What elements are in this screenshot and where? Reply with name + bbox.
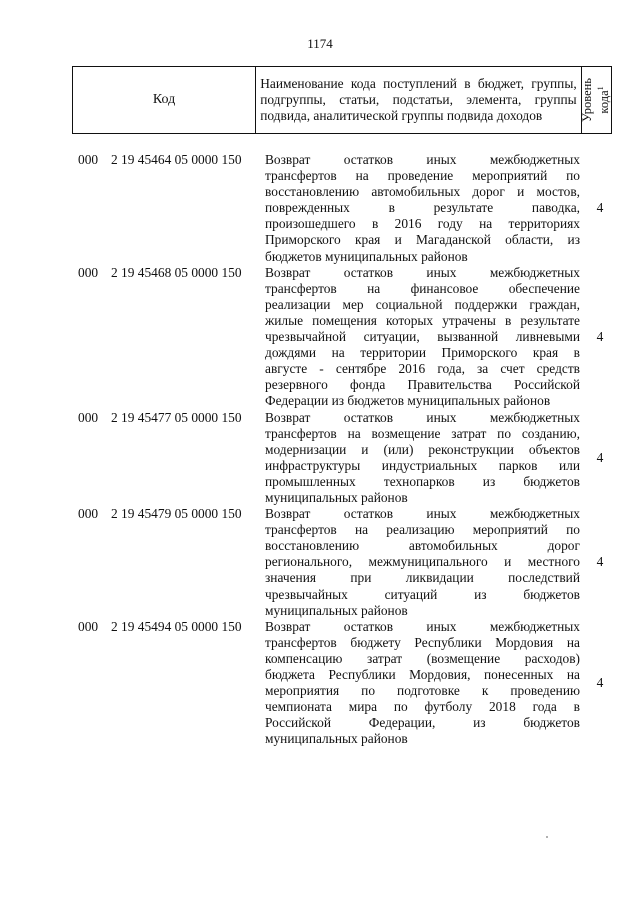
header-level-cell [581, 67, 611, 134]
revenue-name-line: Возврат остатков иных межбюджетных [265, 152, 580, 167]
revenue-name-line: жилые помещения которых утрачены в результате [265, 312, 580, 328]
revenue-name-line: трансфертов на реализацию мероприятий по [265, 522, 580, 538]
admin-code: 000 [78, 264, 99, 280]
revenue-name-line: регионального, межмуниципального и местного [265, 554, 580, 570]
admin-code: 000 [78, 152, 99, 167]
revenue-name-line: трансфертов бюджету Республики Мордовия на [265, 634, 580, 650]
code-level: 4 [596, 200, 604, 216]
revenue-name-line: значения при ликвидации последствий [265, 570, 580, 586]
revenue-name-line: восстановлению автомобильных дорог и мостов, [265, 184, 580, 200]
revenue-name-line: чемпионата мира по футболу 2018 года в [265, 699, 580, 715]
code-level: 4 [596, 554, 604, 570]
code-level: 4 [596, 329, 604, 345]
revenue-name-line: произошедшего в 2016 году на территориях [265, 216, 580, 232]
code-level: 4 [596, 675, 604, 691]
revenue-name-line: трансфертов на возмещение затрат по созданию, [265, 425, 580, 441]
header-level-line1: Уровень [580, 77, 595, 123]
revenue-name-line: Российской Федерации, из бюджетов [265, 715, 580, 731]
revenue-name-line: модернизации и (или) реконструкции объектов [265, 441, 580, 457]
table-row [0, 619, 640, 748]
revenue-name-line: чрезвычайной ситуации, вызванной ливневыми [265, 329, 580, 345]
code-level: 4 [596, 449, 604, 465]
revenue-name-line: Приморского края и Магаданской области, из [265, 232, 580, 248]
revenue-name [265, 619, 580, 748]
table-row [0, 152, 640, 265]
scan-speck [546, 836, 548, 838]
header-code-cell: Код [73, 67, 256, 134]
revenue-name-line: инфраструктуры индустриальных парков или [265, 457, 580, 473]
revenue-name-line: Возврат остатков иных межбюджетных [265, 506, 580, 522]
revenue-name [265, 265, 580, 410]
revenue-name-line: муниципальных районов [265, 489, 408, 505]
page-number: 1174 [307, 36, 333, 51]
table-header [72, 66, 612, 134]
revenue-name [265, 152, 580, 265]
revenue-name-line: реализации мер социальной поддержки граждан, [265, 296, 580, 312]
revenue-name-line: компенсацию затрат (возмещение расходов) [265, 650, 580, 666]
revenue-name-line: Возврат остатков иных межбюджетных [265, 409, 580, 425]
revenue-code: 2 19 45468 05 0000 150 [111, 264, 242, 280]
revenue-code: 2 19 45479 05 0000 150 [111, 506, 242, 522]
revenue-name-line: Федерации из бюджетов муниципальных районов [265, 393, 551, 409]
revenue-code: 2 19 45477 05 0000 150 [111, 409, 242, 425]
admin-code: 000 [78, 506, 99, 522]
revenue-name-line: муниципальных районов [265, 602, 408, 618]
revenue-name-line: Возврат остатков иных межбюджетных [265, 618, 580, 634]
revenue-name-line: трансфертов на финансовое обеспечение [265, 280, 580, 296]
admin-code: 000 [78, 618, 99, 634]
table-row [0, 410, 640, 507]
table-body [0, 152, 640, 747]
revenue-code: 2 19 45494 05 0000 150 [111, 618, 242, 634]
admin-code: 000 [78, 409, 99, 425]
header-level-line2: кода [597, 90, 612, 114]
revenue-name-line: бюджета Республики Мордовия, понесенных на [265, 667, 580, 682]
revenue-name-line: резервного фонда Правительства Российской [265, 377, 580, 393]
revenue-name-line: бюджетов муниципальных районов [265, 248, 468, 264]
revenue-name-line: промышленных технопарков из бюджетов [265, 473, 580, 489]
revenue-name-line: чрезвычайных ситуаций из бюджетов [265, 586, 580, 602]
revenue-name [265, 506, 580, 619]
header-name-cell: Наименование кода поступлений в бюджет, группы, подгруппы, статьи, подстатьи, элемента, группы подвида, аналитической группы подвида доходов [256, 67, 581, 134]
table-row [0, 506, 640, 619]
revenue-name-line: августе - сентябре 2016 года, за счет средств [265, 361, 580, 377]
revenue-name-line: дождями на территории Приморского края в [265, 345, 580, 361]
revenue-name-line: трансфертов на проведение мероприятий по [265, 168, 580, 184]
revenue-name-line: восстановлению автомобильных дорог [265, 538, 580, 554]
header-level-label [581, 78, 611, 122]
revenue-name-line: муниципальных районов [265, 731, 408, 747]
table-row [0, 265, 640, 410]
revenue-code: 2 19 45464 05 0000 150 [111, 152, 242, 167]
header-level-footnote: 1 [596, 86, 606, 91]
revenue-name-line: Возврат остатков иных межбюджетных [265, 264, 580, 280]
revenue-name-line: мероприятия по подготовке к проведению [265, 683, 580, 699]
revenue-name-line: поврежденных в результате паводка, [265, 200, 580, 216]
revenue-name [265, 410, 580, 507]
